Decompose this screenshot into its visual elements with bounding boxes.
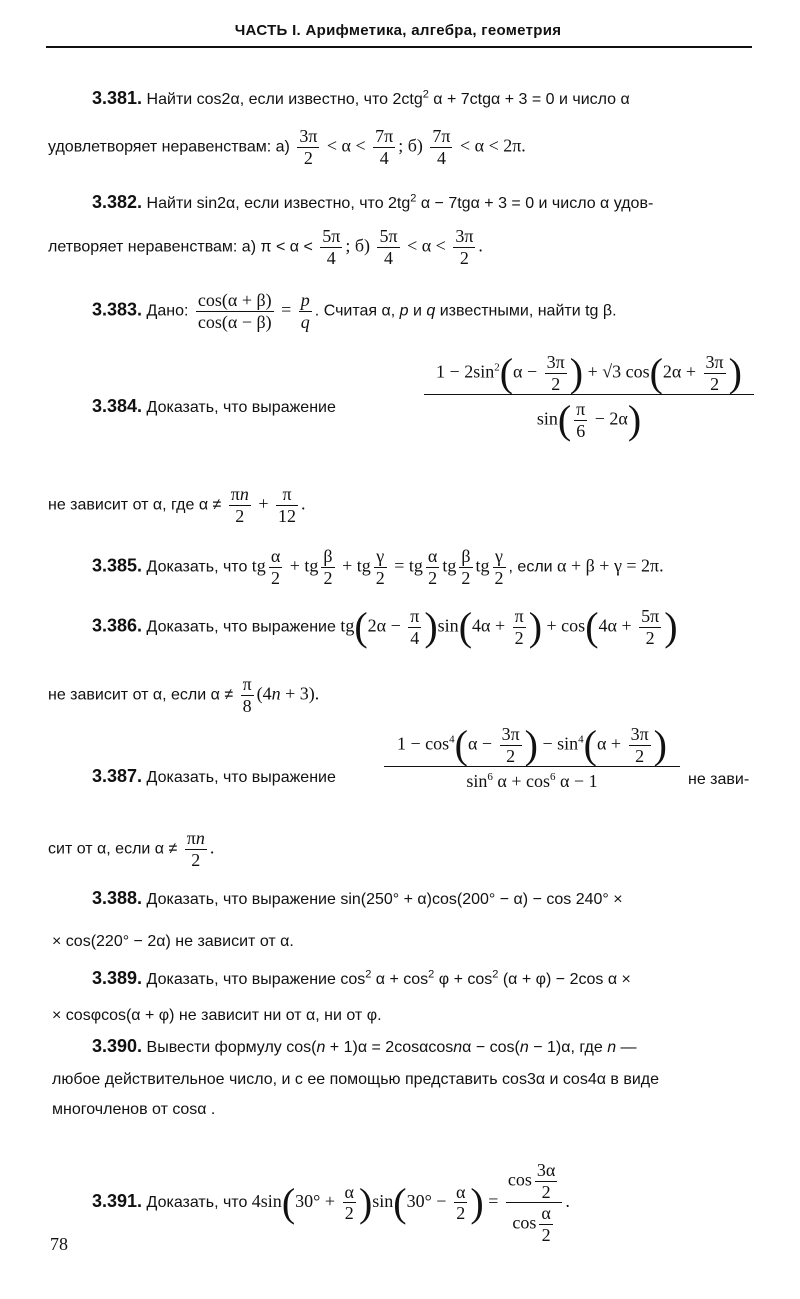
- problem-3-382-line1: 3.382. Найти sin2α, если известно, что $2tg^2$ α − 7tgα + 3 = 0 и число α удов-: [92, 192, 654, 212]
- problem-number: 3.381.: [92, 88, 143, 108]
- problem-3-386: 3.386. Доказать, что выражение tg(2α − $\frac{\pi}{4}$ )sin(4α + $\frac{\pi}{2}$ ) + cos(4α + $\frac{5\pi}{2}$ ): [92, 604, 678, 650]
- problem-3-386-tail: не зависит от α, если α ≠ $\frac{\pi}{8}$ (4n + 3).: [48, 674, 320, 716]
- problem-3-383: 3.383. Дано: $\frac{\cos(\alpha + \beta)}{\cos(\alpha - \beta)}$ = $\frac{p}{q}$ . Считая α, p и q известными, найти tg β.: [92, 290, 617, 332]
- problem-3-391: 3.391. Доказать, что 4sin(30° + $\frac{\alpha}{2}$ )sin(30° − $\frac{\alpha}{2}$ ) = cos $\frac{3\alpha}{2}$ cos $\frac{\alpha}{2}$ .: [92, 1160, 570, 1246]
- problem-3-387-after: не зави-: [688, 771, 750, 788]
- problem-3-387-fraction: $1 - \cos^4(\alpha$ − $\frac{3\pi}{2}$ ) − $\sin^4(\alpha$ + $\frac{3\pi}{2}$ ) $\sin^6 \alpha + \cos^6 \alpha - 1$: [384, 724, 680, 792]
- problem-3-384: 3.384. Доказать, что выражение: [92, 396, 336, 416]
- running-header: ЧАСТЬ I. Арифметика, алгебра, геометрия: [234, 22, 562, 39]
- problem-3-381-line2: удовлетворяет неравенствам: а) $\frac{3\pi}{2}$ < α < $\frac{7\pi}{4}$ ; б) $\frac{7\pi}{4}$ < α < 2π.: [48, 126, 526, 168]
- problem-3-390-line3: многочленов от cosα .: [52, 1101, 216, 1118]
- problem-number: 3.387.: [92, 766, 143, 786]
- problem-number: 3.382.: [92, 192, 143, 212]
- problem-3-384-fraction: $1 - 2\sin^2(\alpha$ − $\frac{3\pi}{2}$ ) + √3 cos(2α + $\frac{3\pi}{2}$ ) sin( $\frac{\pi}{6}$ − 2α): [424, 352, 754, 442]
- problem-number: 3.385.: [92, 555, 143, 576]
- problem-3-388-line2: × cos(220° − 2α) не зависит от α.: [52, 933, 294, 950]
- problem-3-388-line1: 3.388. Доказать, что выражение sin(250° + α)cos(200° − α) − cos 240° ×: [92, 888, 623, 908]
- page-number: 78: [50, 1234, 68, 1254]
- problem-3-389-line1: 3.389. Доказать, что выражение $\cos^2 \alpha + \cos^2 \varphi + \cos^2 (\alpha + \varphi) - 2\cos$ α ×: [92, 968, 631, 988]
- problem-3-382-line2: летворяет неравенствам: а) π < α < $\frac{5\pi}{4}$ ; б) $\frac{5\pi}{4}$ < α < $\frac{3\pi}{2}$ .: [48, 226, 483, 268]
- problem-number: 3.386.: [92, 615, 143, 636]
- problem-number: 3.384.: [92, 396, 143, 416]
- problem-number: 3.389.: [92, 968, 143, 988]
- problem-number: 3.390.: [92, 1036, 143, 1056]
- problem-3-387: 3.387. Доказать, что выражение: [92, 766, 336, 786]
- problem-3-387-tail: сит от α, если α ≠ $\frac{\pi n}{2}$ .: [48, 828, 215, 870]
- problem-3-384-tail: не зависит от α, где α ≠ $\frac{\pi n}{2}$ + $\frac{\pi}{12}$ .: [48, 484, 306, 526]
- problem-3-390-line1: 3.390. Вывести формулу cos(n + 1)α = 2cosαcosnα − cos(n − 1)α, где n —: [92, 1036, 637, 1056]
- problem-3-390-line2: любое действительное число, и с ее помощью представить cos3α и cos4α в виде: [52, 1071, 660, 1088]
- problem-number: 3.391.: [92, 1191, 143, 1211]
- problem-3-389-line2: × cosφcos(α + φ) не зависит ни от α, ни от φ.: [52, 1007, 382, 1024]
- header-rule: [46, 46, 752, 48]
- problem-3-381-line1: 3.381. Найти cos2α, если известно, что 2ctg$^2$ α + 7ctgα + 3 = 0 и число α: [92, 88, 630, 108]
- problem-number: 3.388.: [92, 888, 143, 908]
- problem-number: 3.383.: [92, 299, 143, 320]
- problem-3-385: 3.385. Доказать, что tg $\frac{\alpha}{2}$ + tg $\frac{\beta}{2}$ + tg $\frac{\gamma}{2}$ = tg $\frac{\alpha}{2}$ tg $\frac{\beta}{2}$ tg $\frac{\gamma}{2}$ , если α + β + γ = 2π.: [92, 546, 664, 588]
